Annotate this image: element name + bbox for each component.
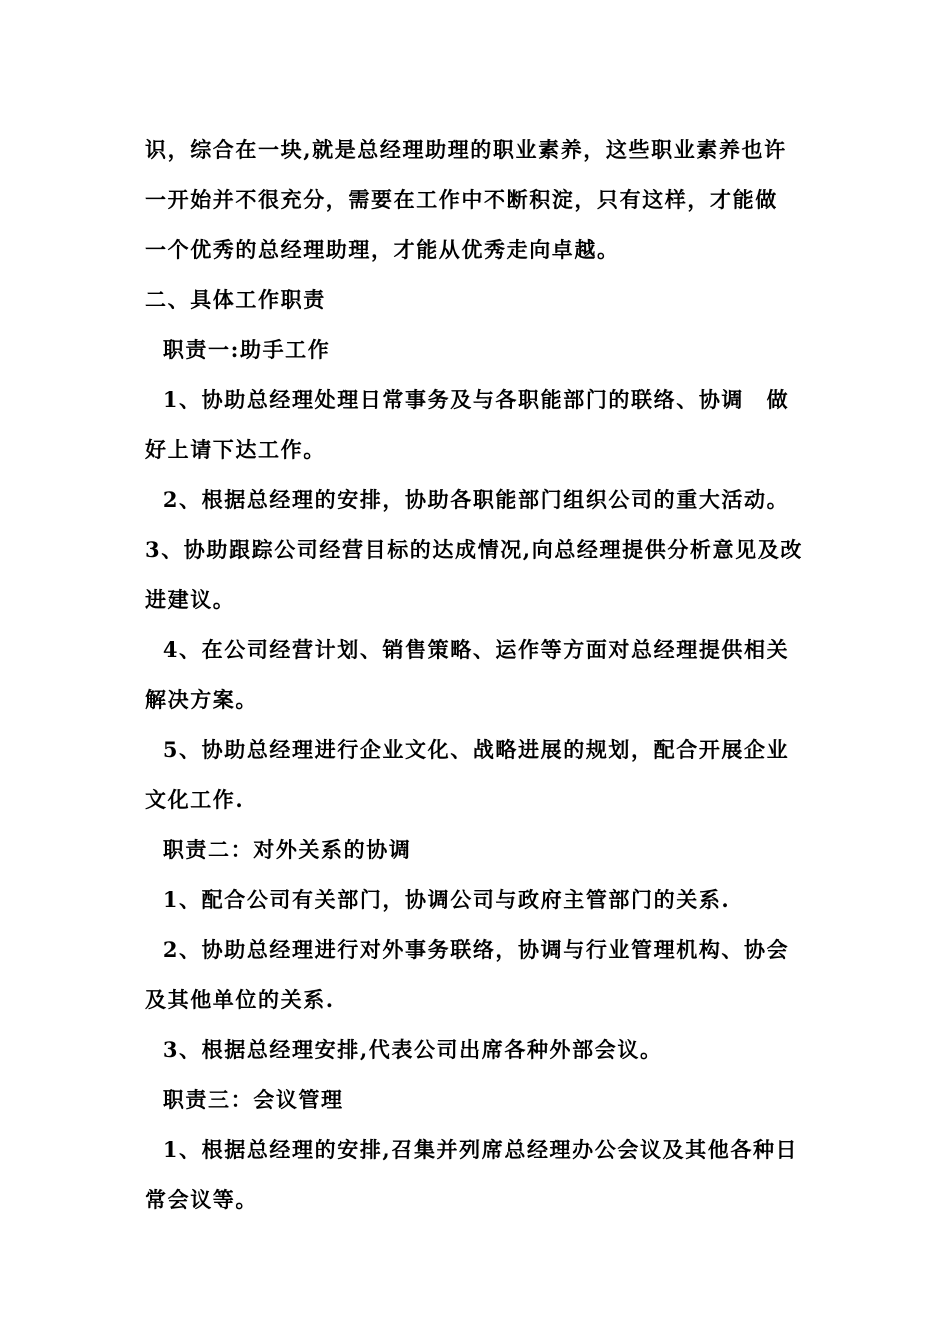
text-line: 2、根据总经理的安排，协助各职能部门组织公司的重大活动。: [145, 487, 790, 512]
text-line: 常会议等。: [145, 1187, 258, 1212]
text-line: 好上请下达工作。: [145, 437, 326, 462]
text-line: 文化工作.: [145, 787, 245, 812]
text-line: 5、协助总经理进行企业文化、战略进展的规划，配合开展企业: [145, 737, 790, 762]
text-line: 3、根据总经理安排,代表公司出席各种外部会议。: [145, 1037, 663, 1062]
text-line: 1、根据总经理的安排,召集并列席总经理办公会议及其他各种日: [145, 1137, 799, 1162]
text-line: 一个优秀的总经理助理，才能从优秀走向卓越。: [145, 237, 620, 262]
duty-heading: 职责一:助手工作: [145, 337, 331, 362]
text-line: 一开始并不很充分，需要在工作中不断积淀，只有这样，才能做: [145, 187, 778, 212]
text-line: 2、协助总经理进行对外事务联络，协调与行业管理机构、协会: [145, 937, 790, 962]
text-line: 解决方案。: [145, 687, 258, 712]
text-line: 进建议。: [145, 587, 236, 612]
text-line: 及其他单位的关系.: [145, 987, 335, 1012]
text-line: 3、协助跟踪公司经营目标的达成情况,向总经理提供分析意见及改: [145, 537, 803, 562]
duty-heading: 职责三：会议管理: [145, 1087, 344, 1112]
text-line: 1、配合公司有关部门，协调公司与政府主管部门的关系.: [145, 887, 731, 912]
duty-heading: 职责二：对外关系的协调: [145, 837, 412, 862]
text-line: 识，综合在一块,就是总经理助理的职业素养，这些职业素养也许: [145, 137, 787, 162]
text-line: 1、协助总经理处理日常事务及与各职能部门的联络、协调 做: [145, 387, 790, 412]
text-line: 4、在公司经营计划、销售策略、运作等方面对总经理提供相关: [145, 637, 790, 662]
section-heading: 二、具体工作职责: [145, 287, 326, 312]
